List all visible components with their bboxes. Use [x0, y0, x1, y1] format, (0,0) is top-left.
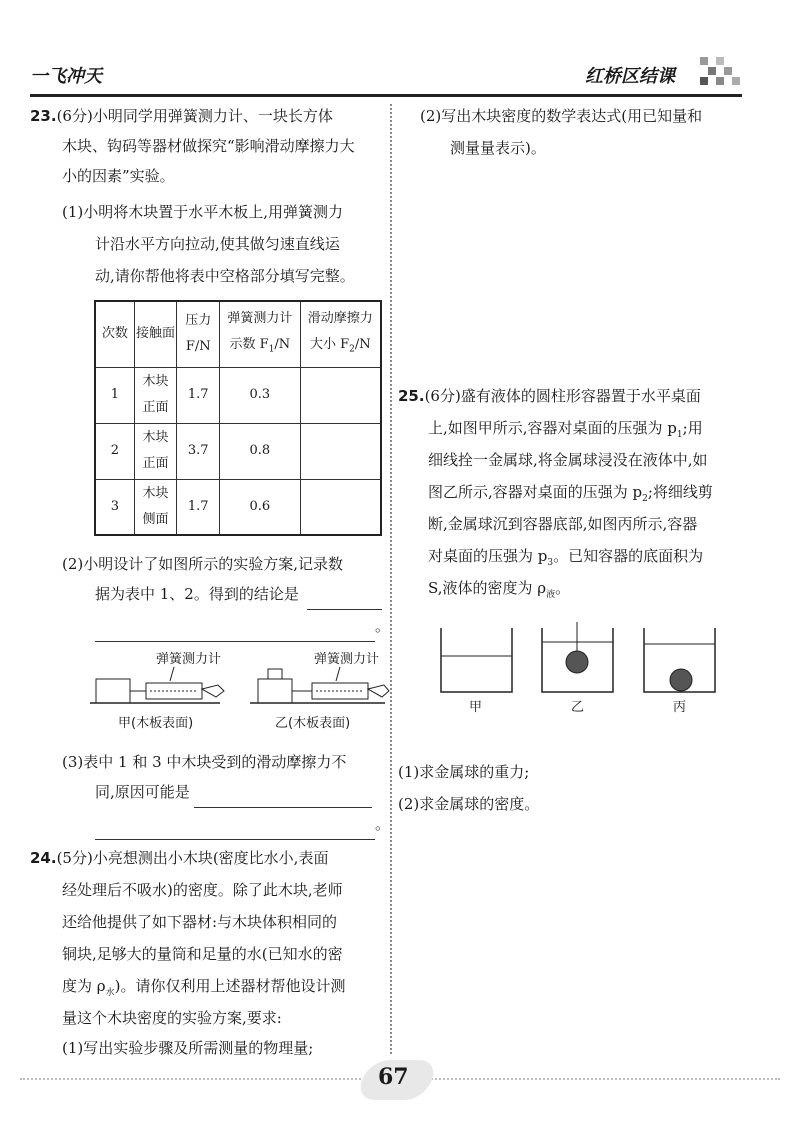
- q24-right-line-1: (2)写出木块密度的数学表达式(用已知量和: [420, 107, 703, 125]
- empty-cell[interactable]: [300, 423, 381, 479]
- q23-data-table: [94, 300, 382, 536]
- q23-text: [30, 100, 333, 132]
- caption-bing: 丙: [673, 700, 687, 715]
- th-friction: 滑动摩擦力 大小 $F_2/N$: [300, 301, 381, 367]
- page-number: 67: [378, 1064, 409, 1090]
- metal-ball-yi: [566, 651, 588, 673]
- q24-number: 24.: [30, 849, 57, 867]
- q25-line-3: 细线拴一金属球,将金属球浸没在液体中,如: [428, 451, 708, 469]
- table-row: 2 木块 正面 3.7 0.8: [95, 423, 381, 479]
- q23-p2-line-2: 据为表中 1、2。得到的结论是: [95, 578, 382, 610]
- q25-sub-1: (1)求金属球的重力;: [398, 763, 530, 781]
- q24-line-7: (1)写出实验步骤及所需测量的物理量;: [62, 1039, 314, 1057]
- q23-p1-line-3: 动,请你帮他将表中空格部分填写完整。: [95, 267, 355, 285]
- table-row: 3 木块 侧面 1.7 0.6: [95, 479, 381, 535]
- answer-blank[interactable]: [307, 589, 382, 610]
- q24-line-5: 度为 $\rho_水$)。请你仅利用上述器材帮他设计测: [62, 977, 346, 998]
- th-surface: 接触面: [134, 301, 177, 367]
- spring-label-b: 弹簧测力计: [314, 652, 380, 667]
- q24-line-4: 铜块,足够大的量筒和足量的水(已知水的密: [62, 945, 343, 963]
- q23-line-3: 小的因素”实验。: [62, 167, 175, 185]
- q25-line-6: 对桌面的压强为 $p_3$。已知容器的底面积为: [428, 547, 704, 568]
- empty-cell[interactable]: [300, 479, 381, 535]
- th-spring: 弹簧测力计 示数 $F_1/N$: [220, 301, 300, 367]
- q25-line-7: S,液体的密度为 $\rho_液$。: [428, 579, 571, 600]
- header-right-brand: 红桥区结课: [585, 66, 675, 87]
- q23-p1-line-2: 计沿水平方向拉动,使其做匀速直线运: [95, 235, 340, 253]
- caption-yi: 乙: [571, 700, 585, 715]
- q24-line-3: 还给他提供了如下器材:与木块体积相同的: [62, 913, 338, 931]
- q23-line-2: 木块、钩码等器材做探究“影响滑动摩擦力大: [62, 137, 355, 155]
- q25-line-1: 25.(6分)盛有液体的圆柱形容器置于水平桌面: [398, 387, 701, 405]
- container-jia: [441, 628, 512, 692]
- q23-p2-line-1: (2)小明设计了如图所示的实验方案,记录数: [62, 555, 344, 573]
- q25-sub-2: (2)求金属球的密度。: [398, 795, 540, 813]
- header-rule: [30, 94, 742, 97]
- q25-line-4: 图乙所示,容器对桌面的压强为 $p_2$;将细线剪: [428, 483, 713, 504]
- th-pressure: 压力 F/N: [177, 301, 220, 367]
- q24-line-2: 经处理后不吸水)的密度。除了此木块,老师: [62, 881, 343, 899]
- q25-line-5: 断,金属球沉到容器底部,如图丙所示,容器: [428, 515, 698, 533]
- q25-number: 25.: [398, 387, 425, 405]
- q23-line-1: (6分)小明同学用弹簧测力计、一块长方体: [56, 107, 333, 125]
- q25-line-2: 上,如图甲所示,容器对桌面的压强为 $p_1$;用: [428, 419, 703, 440]
- q25-containers-figure: [436, 622, 726, 698]
- fig-caption-b: 乙(木板表面): [275, 716, 351, 731]
- spring-label-a: 弹簧测力计: [156, 652, 222, 667]
- header-left-brand: 一飞冲天: [30, 66, 102, 87]
- header-checker-icon: [700, 55, 742, 93]
- caption-jia: 甲: [469, 700, 483, 715]
- answer-blank[interactable]: [194, 787, 372, 808]
- empty-cell[interactable]: [300, 367, 381, 423]
- answer-blank[interactable]: [95, 621, 375, 642]
- table-row: 1 木块 正面 1.7 0.3: [95, 367, 381, 423]
- q24-line-6: 量这个木块密度的实验方案,要求:: [62, 1009, 282, 1027]
- column-divider: [390, 104, 392, 1054]
- q23-p3-answer-line: 。: [95, 808, 390, 840]
- q24-right-line-2: 测量量表示)。: [450, 139, 546, 157]
- q23-number: 23.: [30, 107, 57, 125]
- fig-caption-a: 甲(木板表面): [118, 716, 194, 731]
- metal-ball-bing: [670, 669, 692, 691]
- q23-p3-line-2: 同,原因可能是: [95, 776, 372, 808]
- answer-blank[interactable]: [95, 819, 375, 840]
- q23-p2-answer-line: 。: [95, 610, 390, 642]
- q23-p3-line-1: (3)表中 1 和 3 中木块受到的滑动摩擦力不: [62, 753, 347, 771]
- th-count: 次数: [95, 301, 134, 367]
- q24-text: 24.(5分)小亮想测出小木块(密度比水小,表面: [30, 849, 329, 867]
- q23-p1-line-1: (1)小明将木块置于水平木板上,用弹簧测力: [62, 203, 344, 221]
